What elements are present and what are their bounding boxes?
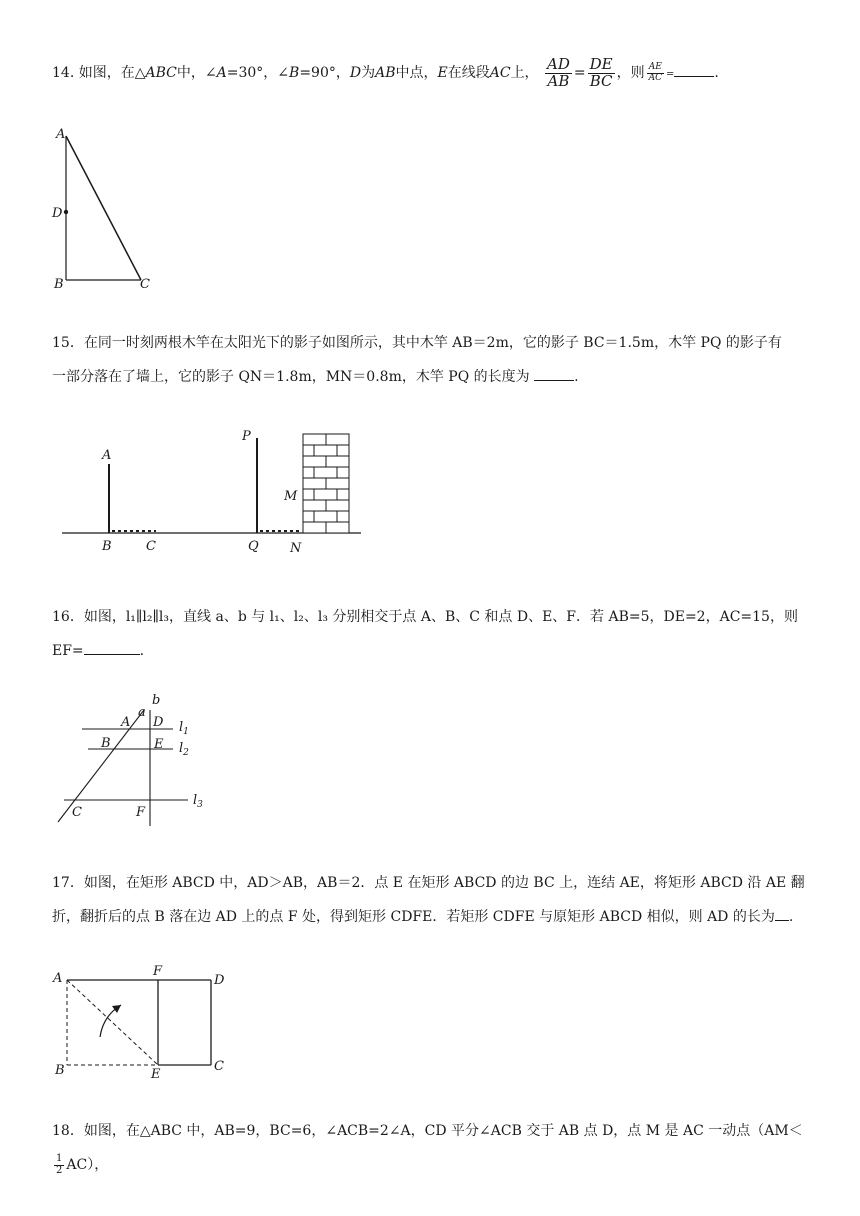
fraction-ad-ab: $\frac{AD}{AB}$ xyxy=(547,54,570,90)
question-15: 15．在同一时刻两根木竿在太阳光下的影子如图所示，其中木竿 AB＝2m，它的影子 BC＝1.5m，木竿 PQ 的影子有 一部分落在了墙上，它的影子 QN＝1.8m，MN＝0.8m，木竿 PQ 的长度为 . xyxy=(52,335,782,385)
question-16: 16．如图，l₁∥l₂∥l₃，直线 a、b 与 l₁、l₂、l₃ 分别相交于点 A、B、C 和点 D、E、F．若 AB=5，DE=2，AC=15，则 EF= . xyxy=(52,609,798,659)
figure-16-parallel-lines xyxy=(50,692,220,832)
label-b: B xyxy=(54,277,64,292)
brick-wall xyxy=(303,434,349,533)
label-b-line: b xyxy=(152,693,161,708)
fraction-one-half: $\frac{1}{2}$ xyxy=(56,1153,63,1176)
label-n: N xyxy=(290,541,302,556)
label-b: B xyxy=(55,1063,65,1078)
point-d xyxy=(64,210,68,214)
label-a-line: a xyxy=(138,705,146,720)
segment-ac xyxy=(66,136,141,280)
answer-blank-15[interactable] xyxy=(534,366,574,381)
label-c: C xyxy=(146,539,156,554)
label-l3: $l_3$ xyxy=(193,793,203,810)
label-d: D xyxy=(153,715,164,730)
fold-arrow-head xyxy=(112,1005,121,1013)
figure-17-rectangle-fold xyxy=(50,960,240,1082)
figure-15-shadows xyxy=(58,424,368,556)
question-18: 18．如图，在△ABC 中，AB=9，BC=6，∠ACB=2∠A，CD 平分∠ACB 交于 AB 点 D，点 M 是 AC 一动点（AM＜ $\frac{1}{2}$ AC）， xyxy=(52,1123,803,1176)
label-c: C xyxy=(214,1059,224,1074)
label-a: A xyxy=(56,127,66,142)
fraction-ae-ac: $\frac{AE}{AC}$ xyxy=(648,62,662,83)
answer-blank-16[interactable] xyxy=(84,640,140,655)
segment-ae-dashed xyxy=(67,980,158,1065)
label-p: P xyxy=(242,429,251,444)
label-a-point: A xyxy=(121,715,131,730)
question-17: 17．如图，在矩形 ABCD 中，AD＞AB，AB＝2．点 E 在矩形 ABCD 的边 BC 上，连结 AE，将矩形 ABCD 沿 AE 翻 折，翻折后的点 B 落在边 AD 上的点 F 处，得到矩形 CDFE．若矩形 CDFE 与原矩形 ABCD 相似，则 AD 的长为 . xyxy=(52,875,805,925)
label-a: A xyxy=(53,971,63,986)
answer-blank-14[interactable] xyxy=(674,62,714,77)
label-f: F xyxy=(136,805,146,820)
label-c: C xyxy=(72,805,82,820)
fraction-de-bc: $\frac{DE}{BC}$ xyxy=(589,54,613,90)
label-f: F xyxy=(153,964,163,979)
label-e: E xyxy=(154,737,164,752)
answer-blank-17[interactable] xyxy=(775,906,789,921)
label-a: A xyxy=(102,448,112,463)
label-e: E xyxy=(151,1067,161,1082)
q14-number: 14. xyxy=(52,65,75,81)
label-c: C xyxy=(140,277,150,292)
label-l1: $l_1$ xyxy=(179,720,189,737)
label-b-point: B xyxy=(101,736,111,751)
label-d: D xyxy=(52,206,63,221)
question-14: 14. 如图，在△ABC中，∠A=30°，∠B=90°，D为AB中点，E在线段AC上， $\frac{AD}{AB}$ = $\frac{DE}{BC}$ ，则 $\frac{AE}{AC}$ = . xyxy=(52,54,719,90)
label-m: M xyxy=(284,489,298,504)
label-d: D xyxy=(214,973,225,988)
label-q: Q xyxy=(248,539,259,554)
figure-14-triangle xyxy=(44,122,164,294)
label-b: B xyxy=(102,539,112,554)
line-a xyxy=(58,710,144,822)
label-l2: $l_2$ xyxy=(179,741,189,758)
